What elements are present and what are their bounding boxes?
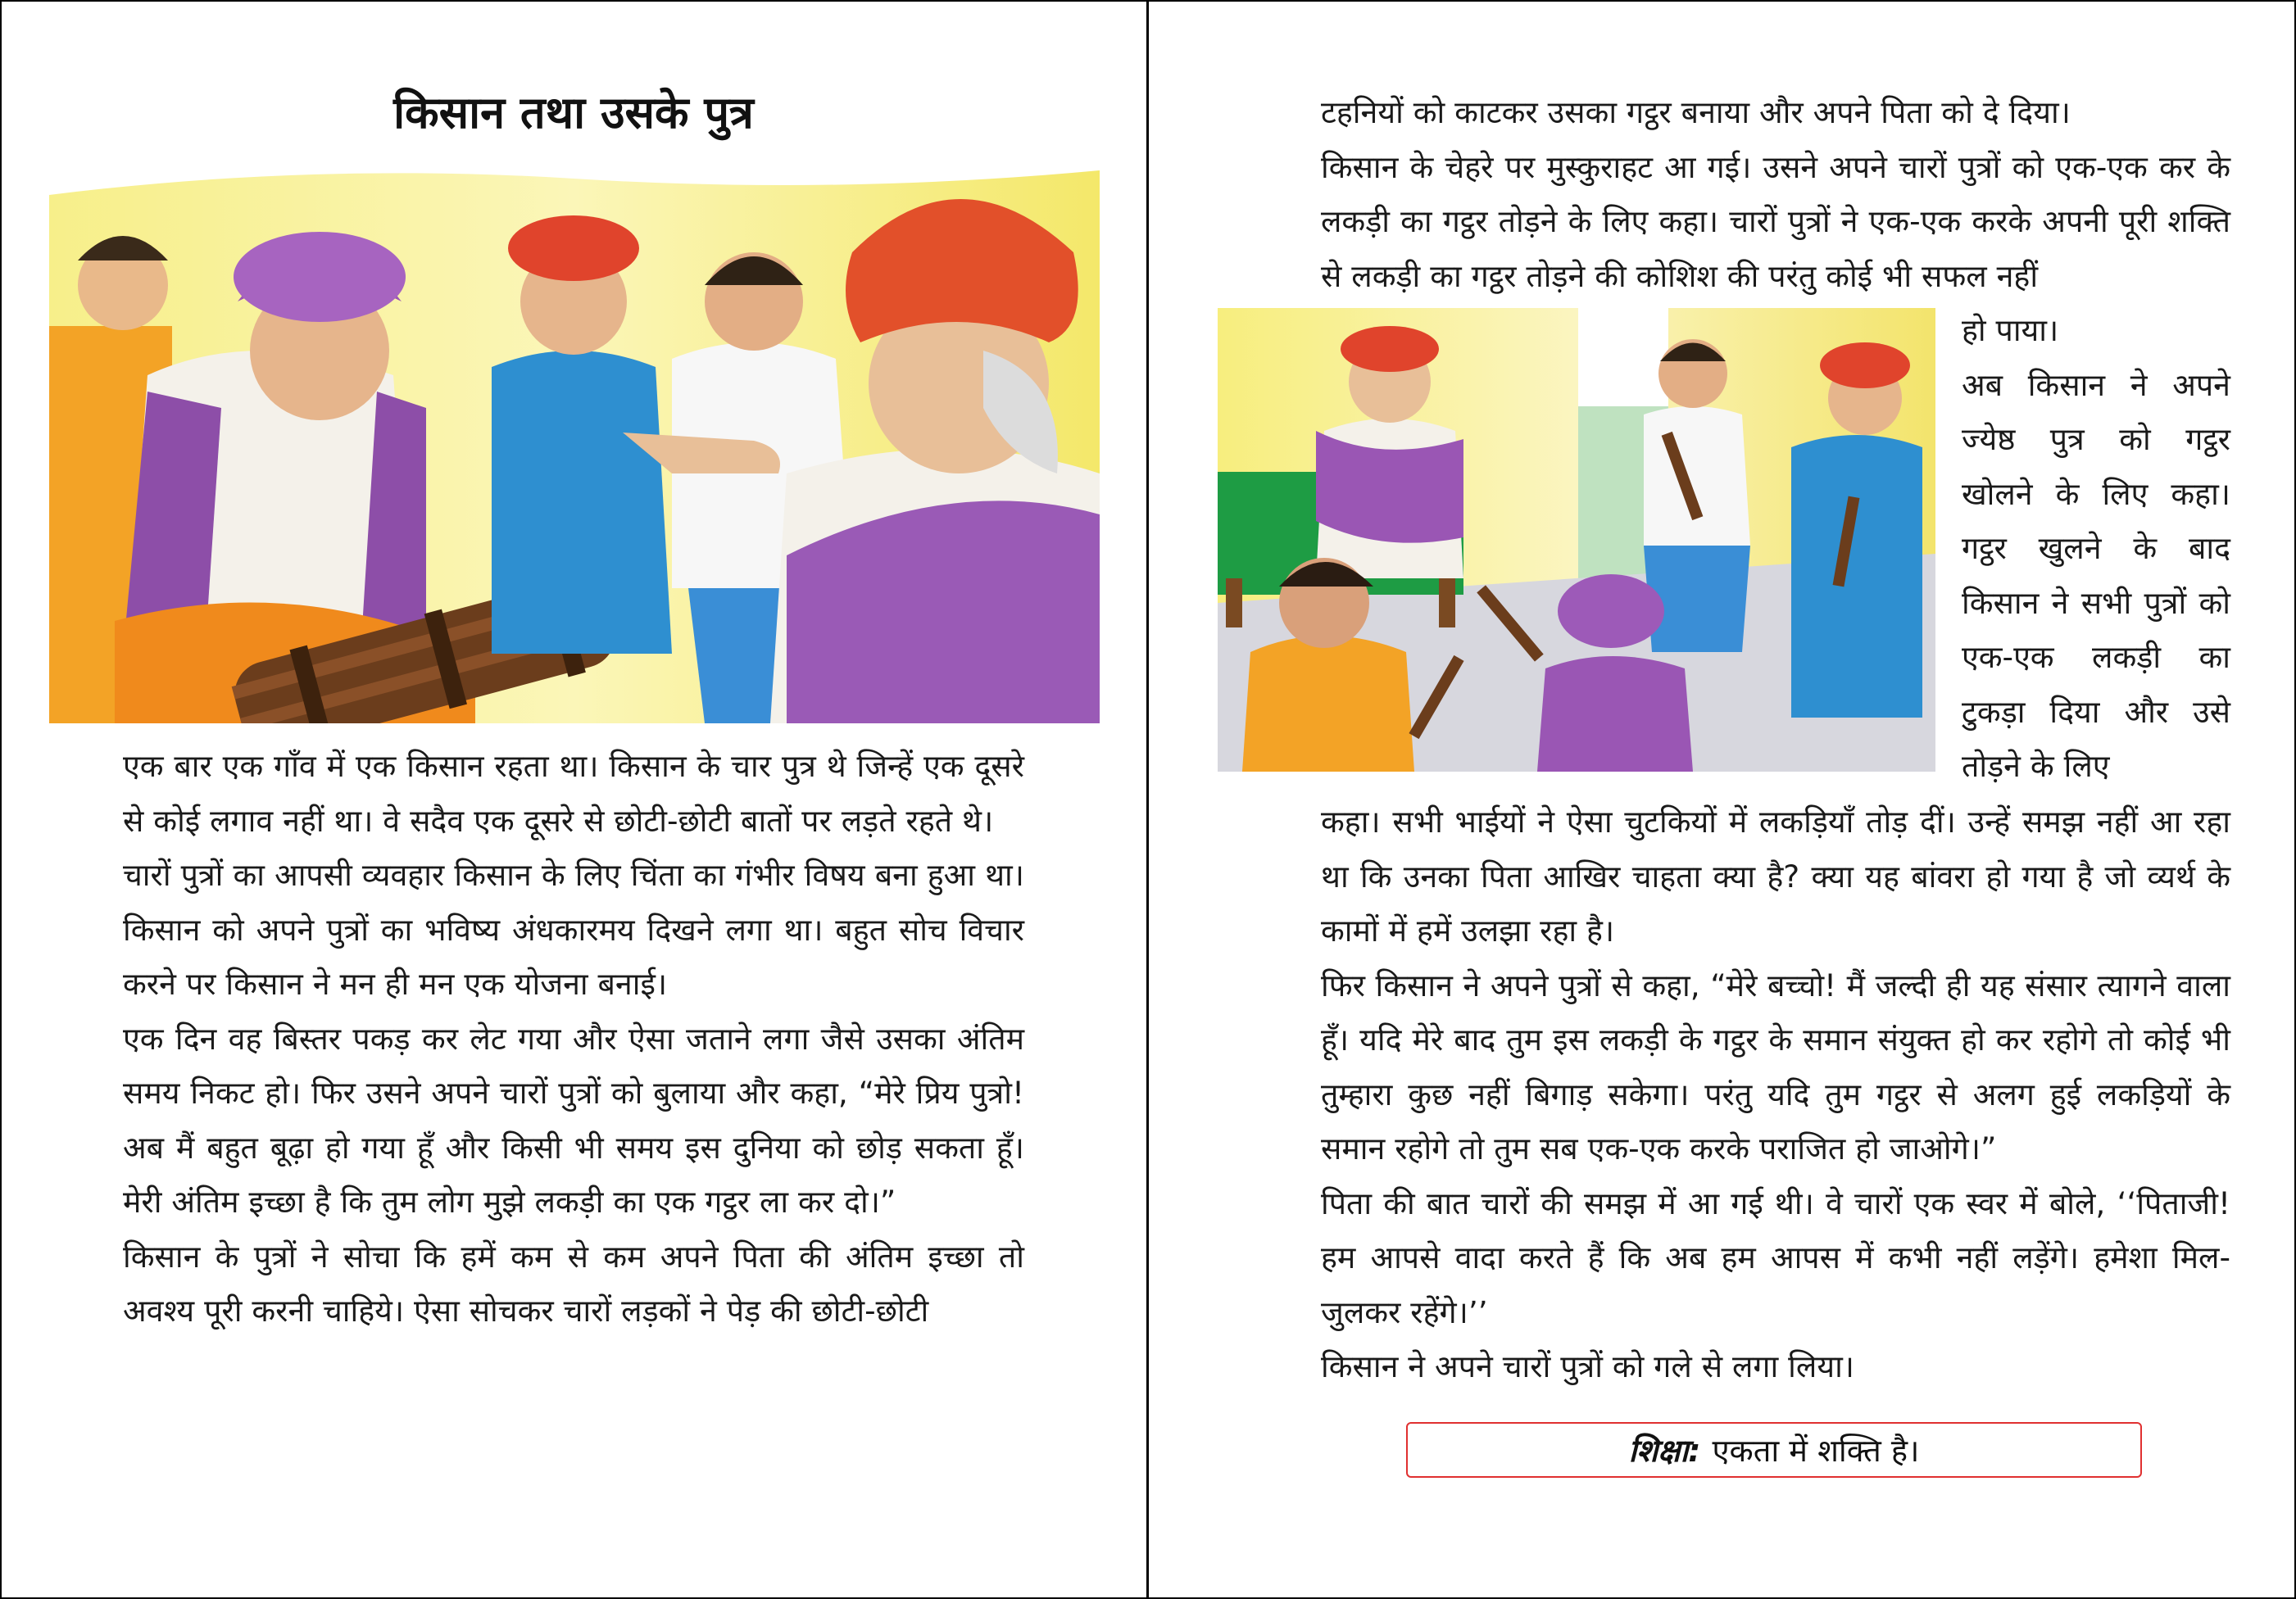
- right-top-text: [1321, 85, 2230, 303]
- sons-breaking-sticks-illustration: [1218, 308, 1935, 772]
- paragraph: हो पाया।: [1962, 312, 2059, 348]
- right-page: [1149, 0, 2296, 1599]
- paragraph: टहनियों को काटकर उसका गट्ठर बनाया और अपने पिता को दे दिया।: [1321, 94, 2071, 130]
- paragraph: किसान के पुत्रों ने सोचा कि हमें कम से कम अपने पिता की अंतिम इच्छा तो अवश्य पूरी करनी चाहिये। ऐसा सोचकर चारों लड़कों ने पेड़ की छोटी-छोटी: [123, 1238, 1024, 1329]
- story-title: किसान तथा उसके पुत्र: [393, 87, 754, 138]
- right-side-text: [1962, 303, 2230, 794]
- left-body-text: [123, 739, 1024, 1339]
- paragraph: पिता की बात चारों की समझ में आ गई थी। वे चारों एक स्वर में बोले, ‘‘पिताजी! हम आपसे वादा करते हैं कि अब हम आपस में कभी नहीं लड़ेंगे। हमेशा मिल-जुलकर रहेंगे।’’: [1321, 1185, 2230, 1330]
- right-bottom-text: [1321, 795, 2230, 1394]
- paragraph: चारों पुत्रों का आपसी व्यवहार किसान के लिए चिंता का गंभीर विषय बना हुआ था। किसान को अपने पुत्रों का भविष्य अंधकारमय दिखने लगा था। बहुत सोच विचार करने पर किसान ने मन ही मन एक योजना बनाई।: [123, 857, 1024, 1002]
- paragraph: एक दिन वह बिस्तर पकड़ कर लेट गया और ऐसा जताने लगा जैसे उसका अंतिम समय निकट हो। फिर उसने अपने चारों पुत्रों को बुलाया और कहा, “मेरे प्रिय पुत्रो! अब मैं बहुत बूढ़ा हो गया हूँ और किसी भी समय इस दुनिया को छोड़ सकता हूँ। मेरी अंतिम इच्छा है कि तुम लोग मुझे लकड़ी का एक गट्ठर ला कर दो।”: [123, 1020, 1024, 1220]
- paragraph: किसान ने अपने चारों पुत्रों को गले से लगा लिया।: [1321, 1348, 1854, 1384]
- moral-text: एकता में शक्ति है।: [1712, 1433, 1920, 1469]
- moral-label: शिक्षा:: [1628, 1433, 1701, 1469]
- moral-box: [1406, 1422, 2142, 1478]
- paragraph: अब किसान ने अपने ज्येष्ठ पुत्र को गट्ठर खोलने के लिए कहा। गट्ठर खुलने के बाद किसान ने सभी पुत्रों को एक-एक लकड़ी का टुकड़ा दिया और उसे तोड़ने के लिए: [1962, 366, 2230, 784]
- paragraph: एक बार एक गाँव में एक किसान रहता था। किसान के चार पुत्र थे जिन्हें एक दूसरे से कोई लगाव नहीं था। वे सदैव एक दूसरे से छोटी-छोटी बातों पर लड़ते रहते थे।: [123, 748, 1024, 839]
- paragraph: फिर किसान ने अपने पुत्रों से कहा, “मेरे बच्चो! मैं जल्दी ही यह संसार त्यागने वाला हूँ। यदि मेरे बाद तुम इस लकड़ी के गट्ठर के समान संयुक्त हो कर रहोगे तो कोई भी तुम्हारा कुछ नहीं बिगाड़ सकेगा। परंतु यदि तुम गट्ठर से अलग हुई लकड़ियों के समान रहोगे तो तुम सब एक-एक करके पराजित हो जाओगे।”: [1321, 967, 2230, 1166]
- paragraph: कहा। सभी भाईयों ने ऐसा चुटकियों में लकड़ियाँ तोड़ दीं। उन्हें समझ नहीं आ रहा था कि उनका पिता आखिर चाहता क्या है? क्या यह बांवरा हो गया है जो व्यर्थ के कामों में हमें उलझा रहा है।: [1321, 804, 2230, 949]
- left-page: [0, 0, 1146, 1599]
- farmer-and-sons-illustration: [49, 162, 1100, 723]
- paragraph: किसान के चेहरे पर मुस्कुराहट आ गई। उसने अपने चारों पुत्रों को एक-एक कर के लकड़ी का गट्ठर तोड़ने के लिए कहा। चारों पुत्रों ने एक-एक करके अपनी पूरी शक्ति से लकड़ी का गट्ठर तोड़ने की कोशिश की परंतु कोई भी सफल नहीं: [1321, 148, 2230, 294]
